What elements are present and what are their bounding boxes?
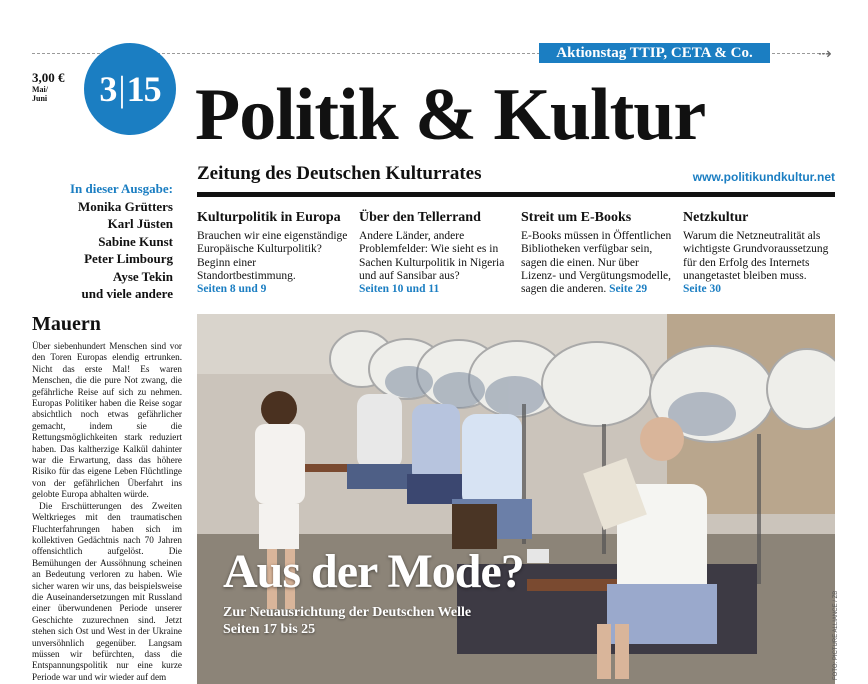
article-paragraph: Die Erschütterungen des Zweiten Weltkrieges mit den traumatischen Fluchterfahrungen haben sich im kollektiven Gedächtnis nach 70 Jahren offensichtlich aufgelöst. Die Bemühungen der Aussöhnung scheinen an Bedeutung verloren zu haben. Wie sicher waren wir uns, das beispielsweise die Auseinandersetzungen mit Russland einer überwundenen Periode unserer Geschichte zuzurechnen sind. Jetzt stehen sich Ost und West in der Ukraine unversöhnlich gegenüber. Langsam müssen wir befürchten, dass die Entspannungspolitik nur eine kurze Periode war und wir wieder auf dem [32,500,182,682]
teaser-text [683,230,835,296]
teaser-body: Andere Länder, andere Problemfelder: Wie sieht es in Sachen Kulturpolitik in Nigeria und auf Sansibar aus? [359,230,505,282]
issue-month-line: Juni [32,94,48,103]
photo-credit: FOTO: PICTURE ALLIANCE / ZB [833,590,839,680]
issue-number: 3 [99,69,117,109]
teaser-pages[interactable]: Seite 30 [683,283,722,296]
teaser-body: E-Books müssen in Öffentlichen Bibliotheken verfügbar sein, sagen die einen. Nur über Lizenz- und Vergütungsmodelle, sagen die anderen. [521,230,672,296]
teaser-text [521,230,673,296]
teaser[interactable] [683,210,835,296]
contents-box [32,180,173,303]
teaser-title: Netzkultur [683,210,749,225]
issue-badge [84,43,176,135]
teaser-body: Brauchen wir eine eigenständige Europäische Kulturpolitik? Beginn einer Standortbestimmung. [197,230,348,282]
teaser-body: Warum die Netzneutralität als wichtigste Grundvoraussetzung für den Erfolg des Internets unangetastet bleiben muss. [683,230,829,282]
teaser[interactable] [197,210,349,296]
article-title: Mauern [32,313,101,335]
contents-name: Sabine Kunst [98,233,173,249]
teaser-title: Über den Tellerrand [359,210,481,225]
teaser-title: Streit um E-Books [521,210,632,225]
teaser-pages[interactable]: Seiten 10 und 11 [359,283,440,296]
cover-photo[interactable] [197,314,835,684]
arrow-right-icon: ⇢ [818,44,832,63]
contents-name: Ayse Tekin [112,268,173,284]
website-link[interactable]: www.politikundkultur.net [692,170,835,184]
contents-name: Karl Jüsten [107,216,173,231]
photo-caption-pages[interactable]: Seiten 17 bis 25 [223,622,316,637]
teaser-pages[interactable]: Seiten 8 und 9 [197,283,267,296]
teaser[interactable] [359,210,511,296]
teaser-text [197,230,349,296]
masthead-rule [197,192,835,197]
contents-lead: In dieser Ausgabe: [69,181,173,196]
article-paragraph: Über siebenhundert Menschen sind vor den Toren Europas elendig ertrunken. Nicht das erste Mal! Es waren Menschen, die die pure Not zwang, die gefährliche Reise auf sich zu nehmen. Europas Politiker haben die Reise sogar absichtlich noch etwas gefährlicher gemacht, indem sie die Rettungsmöglichkeiten stark reduziert haben. Das kaltherzige Kalkül dahinter war die Erwartung, dass das höhere Risiko für das eigene Leben Flüchtlinge von der gefährlichen Überfahrt ins gelobte Europa abhalten würde. [32,341,182,500]
photo-caption-line: Zur Neuausrichtung der Deutschen Welle [223,605,472,620]
photo-headline[interactable]: Aus der Mode? [223,545,524,598]
issue-month [32,85,62,103]
masthead-title: Politik & Kultur [195,74,706,156]
issue-separator: | [118,69,125,109]
contents-name: Peter Limbourg [84,251,173,266]
issue-month-line: Mai/ [32,85,48,94]
teaser-title: Kulturpolitik in Europa [197,210,341,225]
teaser[interactable] [521,210,673,296]
contents-name: und viele andere [81,286,173,301]
price: 3,00 € [32,70,65,85]
photo-caption [223,604,471,638]
contents-name: Monika Grütters [78,198,173,214]
issue-year: 15 [126,69,161,109]
masthead-subtitle: Zeitung des Deutschen Kulturrates [197,163,482,184]
teaser-text [359,230,511,296]
teaser-pages[interactable]: Seite 29 [609,283,648,296]
action-day-banner[interactable]: Aktionstag TTIP, CETA & Co. [539,43,770,63]
lead-article [32,312,182,683]
